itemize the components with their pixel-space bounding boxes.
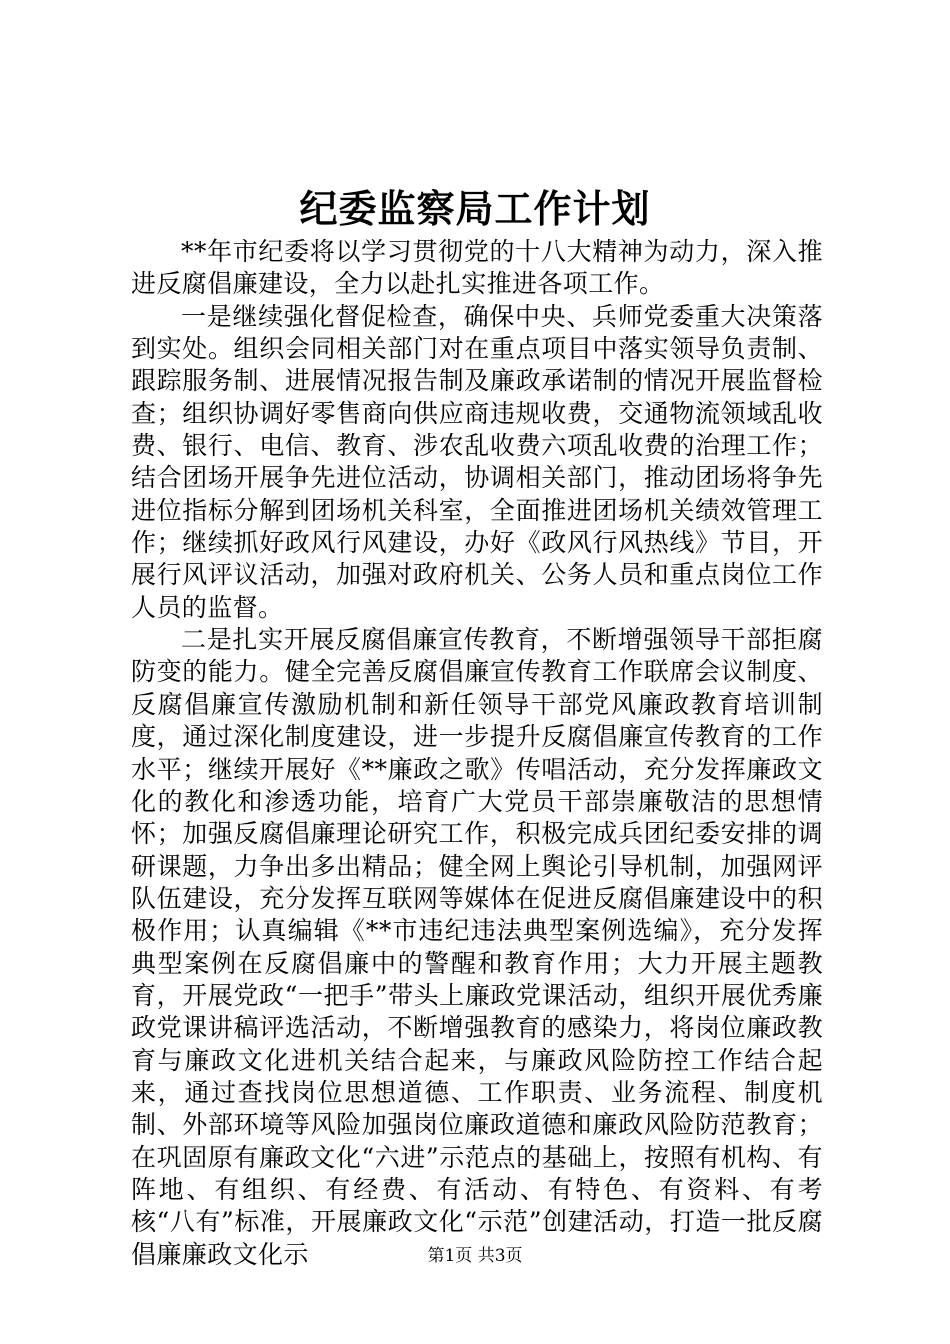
paragraph-point-one: 一是继续强化督促检查，确保中央、兵师党委重大决策落到实处。组织会同相关部门对在重点项目中落实领导负责制、跟踪服务制、进展情况报告制及廉政承诺制的情况开展监督检查；组织协调好零售商向供应商违规收费，交通物流领域乱收费、银行、电信、教育、涉农乱收费六项乱收费的治理工作；结合团场开展争先进位活动，协调相关部门，推动团场将争先进位指标分解到团场机关科室，全面推进团场机关绩效管理工作；继续抓好政风行风建设，办好《政风行风热线》节目，开展行风评议活动，加强对政府机关、公务人员和重点岗位工作人员的监督。 [131,301,823,622]
paragraph-intro: **年市纪委将以学习贯彻党的十八大精神为动力，深入推进反腐倡廉建设，全力以赴扎实推进各项工作。 [131,237,823,299]
paragraph-point-two: 二是扎实开展反腐倡廉宣传教育，不断增强领导干部拒腐防变的能力。健全完善反腐倡廉宣传教育工作联席会议制度、反腐倡廉宣传激励机制和新任领导干部党风廉政教育培训制度，通过深化制度建设，进一步提升反腐倡廉宣传教育的工作水平；继续开展好《**廉政之歌》传唱活动，充分发挥廉政文化的教化和渗透功能，培育广大党员干部崇廉敬洁的思想情怀；加强反腐倡廉理论研究工作，积极完成兵团纪委安排的调研课题，力争出多出精品；健全网上舆论引导机制，加强网评队伍建设，充分发挥互联网等媒体在促进反腐倡廉建设中的积极作用；认真编辑《**市违纪违法典型案例选编》，充分发挥典型案例在反腐倡廉中的警醒和教育作用；大力开展主题教育，开展党政“一把手”带头上廉政党课活动，组织开展优秀廉政党课讲稿评选活动，不断增强教育的感染力，将岗位廉政教育与廉政文化进机关结合起来，与廉政风险防控工作结合起来，通过查找岗位思想道德、工作职责、业务流程、制度机制、外部环境等风险加强岗位廉政道德和廉政风险防范教育；在巩固原有廉政文化“六进”示范点的基础上，按照有机构、有阵地、有组织、有经费、有活动、有特色、有资料、有考核“八有”标准，开展廉政文化“示范”创建活动，打造一批反腐倡廉廉政文化示 [131,625,823,1269]
document-title: 纪委监察局工作计划 [299,186,651,231]
document-body [131,236,823,1271]
page-number-footer: 第1页 共3页 [427,1246,523,1266]
